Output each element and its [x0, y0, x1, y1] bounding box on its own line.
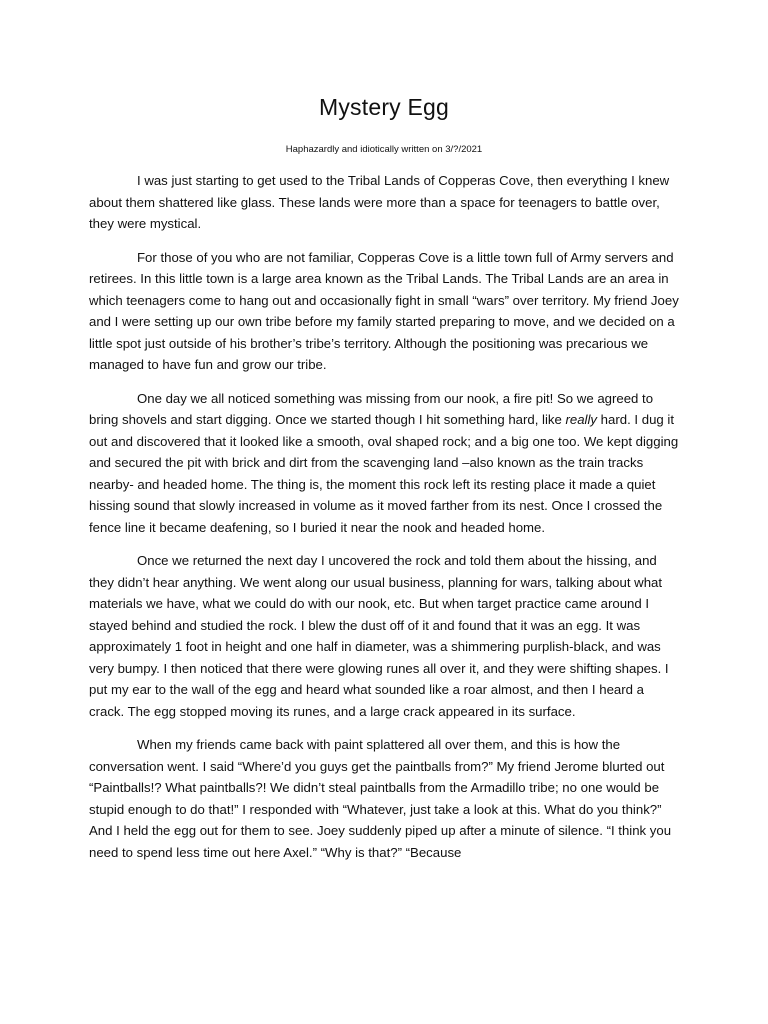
document-body: [89, 170, 679, 875]
document-subtitle: Haphazardly and idiotically written on 3/?/2021: [285, 144, 483, 155]
paragraph-3: [89, 388, 679, 539]
paragraph-3-text-after: hard. I dug it out and discovered that it looked like a smooth, oval shaped rock; and a big one too. We kept digging and secured the pit with brick and dirt from the scavenging land –also known as the train tracks nearby- and headed home. The thing is, the moment this rock left its resting place it made a quiet hissing sound that slowly increased in volume as it moved farther from its nest. Once I crossed the fence line it became deafening, so I buried it near the nook and headed home.: [89, 412, 679, 535]
paragraph-3-emphasis: really: [565, 412, 598, 427]
paragraph-1: I was just starting to get used to the Tribal Lands of Copperas Cove, then everything I knew about them shattered like glass. These lands were more than a space for teenagers to battle over, they were mystical.: [89, 173, 670, 231]
paragraph-5: When my friends came back with paint splattered all over them, and this is how the conversation went. I said “Where’d you guys get the paintballs from?” My friend Jerome blurted out “Paintballs!? What paintballs?! We didn’t steal paintballs from the Armadillo tribe; no one would be stupid enough to do that!” I responded with “Whatever, just take a look at this. What do you think?” And I held the egg out for them to see. Joey suddenly piped up after a minute of silence. “I think you need to spend less time out here Axel.” “Why is that?” “Because: [89, 737, 672, 860]
paragraph-4: Once we returned the next day I uncovered the rock and told them about the hissing, and they didn’t hear anything. We went along our usual business, planning for wars, talking about what materials we have, what we could do with our nook, etc. But when target practice came around I stayed behind and studied the rock. I blew the dust off of it and found that it was an egg. It was approximately 1 foot in height and one half in diameter, was a shimmering purplish-black, and was very bumpy. I then noticed that there were glowing runes all over it, and they were shifting shapes. I put my ear to the wall of the egg and heard what sounded like a roar almost, and then I heard a crack. The egg stopped moving its runes, and a large crack appeared in its surface.: [89, 553, 669, 719]
paragraph-2: For those of you who are not familiar, Copperas Cove is a little town full of Army servers and retirees. In this little town is a large area known as the Tribal Lands. The Tribal Lands are an area in which teenagers come to hang out and occasionally fight in small “wars” over territory. My friend Joey and I were setting up our own tribe before my family started preparing to move, and we decided on a little spot just outside of his brother’s tribe’s territory. Although the positioning was precarious we managed to have fun and grow our tribe.: [89, 249, 679, 372]
paragraph-3-text-before: One day we all noticed something was missing from our nook, a fire pit! So we agreed to bring shovels and start digging. Once we started though I hit something hard, like: [89, 390, 654, 427]
document-title: Mystery Egg: [318, 94, 449, 120]
